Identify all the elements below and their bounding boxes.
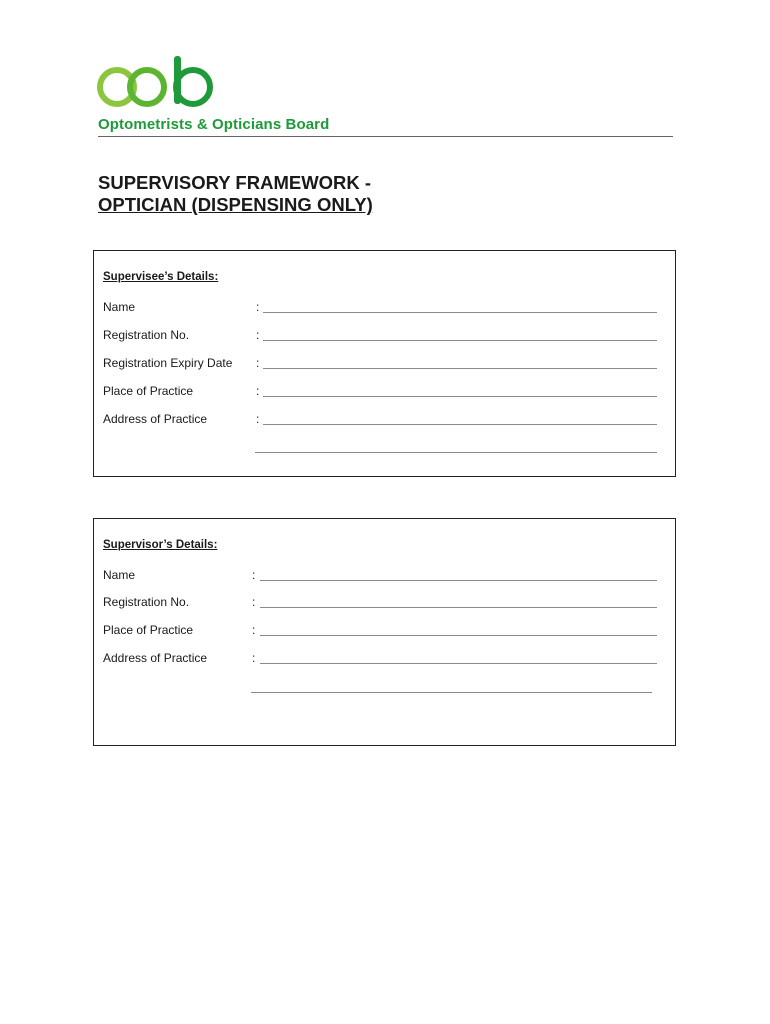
supervisee-expiry-input[interactable] <box>263 368 657 369</box>
supervisee-name-input[interactable] <box>263 312 657 313</box>
organization-name: Optometrists & Opticians Board <box>98 116 330 133</box>
field-colon: : <box>256 300 260 314</box>
supervisor-address-input-line-2[interactable] <box>251 692 652 693</box>
field-colon: : <box>252 623 256 637</box>
supervisee-heading: Supervisee’s Details: <box>103 271 219 283</box>
supervisor-address-field <box>103 651 657 665</box>
supervisee-registration-input[interactable] <box>263 340 657 341</box>
field-colon: : <box>256 412 260 426</box>
oob-logo <box>96 54 218 110</box>
field-colon: : <box>252 595 256 609</box>
supervisee-place-input[interactable] <box>263 396 657 397</box>
title-line-1: SUPERVISORY FRAMEWORK - <box>98 172 372 193</box>
supervisee-address-input-line-2[interactable] <box>255 452 657 453</box>
field-label: Address of Practice <box>103 651 208 665</box>
supervisee-details-section <box>93 250 676 477</box>
field-label: Name <box>103 300 136 314</box>
document-title <box>98 172 373 216</box>
supervisee-place-field <box>103 384 657 398</box>
field-label: Address of Practice <box>103 412 208 426</box>
supervisee-registration-field <box>103 328 657 342</box>
supervisor-name-input[interactable] <box>260 580 657 581</box>
supervisor-place-input[interactable] <box>260 635 657 636</box>
supervisor-details-section <box>93 518 676 746</box>
supervisor-registration-field <box>103 595 657 609</box>
supervisor-registration-input[interactable] <box>260 607 657 608</box>
title-line-2: OPTICIAN (DISPENSING ONLY) <box>98 194 373 215</box>
field-label: Place of Practice <box>103 384 194 398</box>
supervisee-name-field <box>103 300 657 314</box>
field-colon: : <box>252 651 256 665</box>
field-colon: : <box>256 356 260 370</box>
field-colon: : <box>256 384 260 398</box>
header-divider <box>98 136 673 137</box>
field-label: Registration No. <box>103 595 190 609</box>
supervisee-address-field <box>103 412 657 426</box>
field-colon: : <box>252 568 256 582</box>
supervisor-address-input[interactable] <box>260 663 657 664</box>
supervisee-address-input[interactable] <box>263 424 657 425</box>
supervisee-expiry-field <box>103 356 657 370</box>
supervisor-name-field <box>103 568 657 582</box>
supervisor-place-field <box>103 623 657 637</box>
field-label: Name <box>103 568 136 582</box>
field-label: Registration No. <box>103 328 190 342</box>
field-label: Place of Practice <box>103 623 194 637</box>
field-colon: : <box>256 328 260 342</box>
field-label: Registration Expiry Date <box>103 356 233 370</box>
supervisor-heading: Supervisor’s Details: <box>103 539 218 551</box>
